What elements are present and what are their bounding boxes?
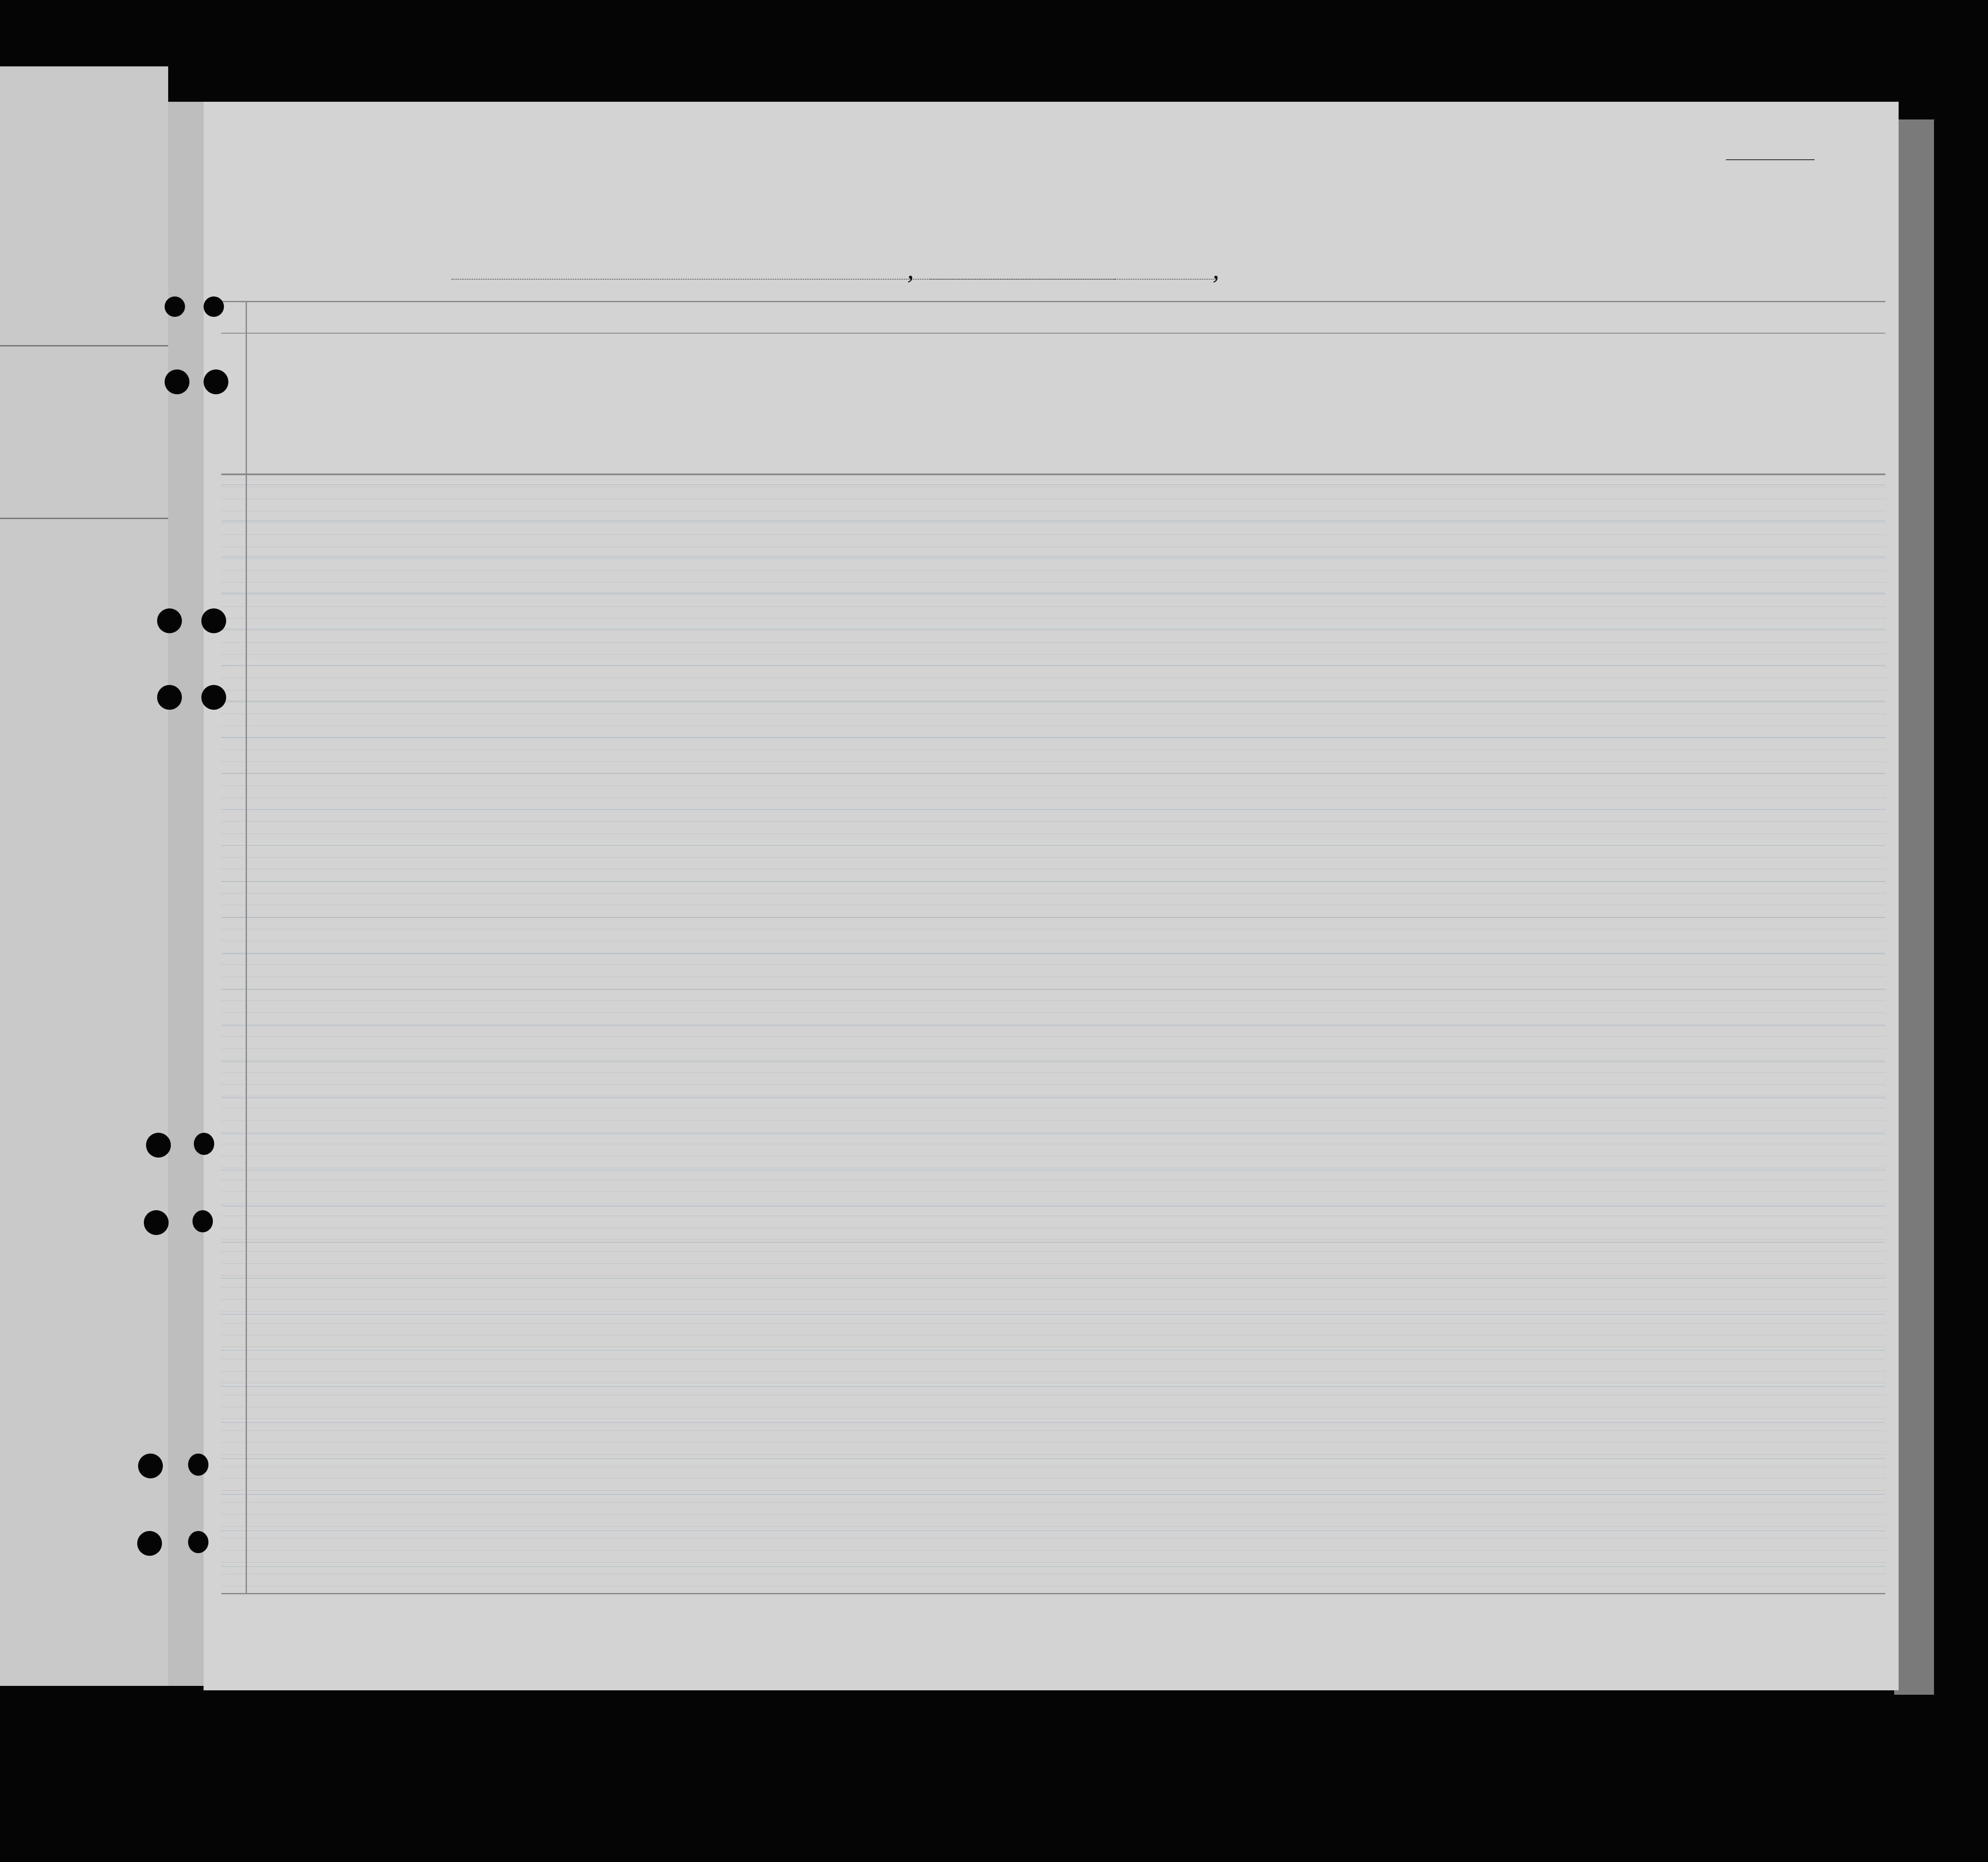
ruled-line (221, 797, 1885, 798)
ruled-line (221, 1538, 1885, 1539)
binding-hole (188, 1531, 208, 1553)
hdr-polygamist (1327, 341, 1341, 553)
ruled-line (221, 606, 1885, 607)
header-rule (221, 473, 1885, 475)
hdr-inches (1619, 420, 1629, 487)
ruled-line (221, 989, 1885, 990)
ruled-line (221, 1251, 1885, 1252)
ruled-line (221, 1566, 1885, 1567)
binding-hole (157, 685, 182, 710)
ruled-line (221, 1458, 1885, 1459)
binding-hole (165, 369, 189, 394)
ruled-line (221, 665, 1885, 666)
hdr-anarchist (1350, 341, 1364, 553)
left-page-fragment (0, 66, 168, 1686)
ruled-line (221, 881, 1885, 882)
binding-hole (201, 685, 226, 710)
ruled-line (221, 1060, 1885, 1061)
ruled-line (221, 1275, 1885, 1276)
ruled-line (221, 1526, 1885, 1527)
hdr-offer-labor (1412, 341, 1443, 553)
hdr-deported (1449, 341, 1478, 553)
ruled-line (221, 1454, 1885, 1455)
ruled-line (221, 1466, 1885, 1467)
ruled-line (221, 630, 1885, 631)
ruled-line (221, 785, 1885, 786)
ruled-line (221, 773, 1885, 774)
binding-hole (137, 1531, 162, 1556)
page-edge (1894, 119, 1934, 1695)
ruled-line (221, 833, 1885, 834)
ruled-line (221, 594, 1885, 595)
hdr-purpose-a (1160, 361, 1193, 555)
hdr-overthrow (1373, 341, 1407, 553)
ruled-line (221, 1311, 1885, 1312)
ruled-line (221, 1012, 1885, 1013)
header-rule (221, 301, 1885, 302)
ruled-line (221, 582, 1885, 583)
hdr-feet (1598, 420, 1607, 487)
ruled-line (221, 1299, 1885, 1300)
binding-hole (146, 1133, 171, 1158)
binding-hole (201, 608, 226, 633)
ruled-line (221, 1024, 1885, 1025)
ruled-line (221, 1478, 1885, 1479)
hdr-fifty-dollars (784, 341, 807, 562)
binding-hole (204, 296, 224, 317)
ruled-line (221, 1239, 1885, 1240)
ruled-line (221, 845, 1885, 846)
ruled-line (221, 1490, 1885, 1491)
ruled-line (221, 558, 1885, 559)
ruled-line (221, 1242, 1885, 1243)
ruled-line (221, 809, 1885, 810)
header-rule (221, 1593, 1885, 1594)
binding-hole (193, 1210, 213, 1232)
ruled-line (221, 857, 1885, 858)
ruled-line (221, 1502, 1885, 1503)
ruled-line (221, 821, 1885, 822)
ruled-line (221, 1314, 1885, 1315)
column-rule (246, 301, 247, 1593)
ruled-line (221, 1422, 1885, 1423)
binding-hole (157, 608, 182, 633)
binding-hole (188, 1454, 208, 1476)
binding-hole (144, 1210, 169, 1235)
header-rule (221, 333, 1885, 334)
ruled-line (221, 917, 1885, 918)
ruled-line (221, 1514, 1885, 1515)
ruled-line (221, 1084, 1885, 1085)
ruled-line (221, 1386, 1885, 1387)
ruled-line (221, 546, 1885, 547)
ruled-line (221, 570, 1885, 571)
manifest-page: , , (204, 102, 1899, 1690)
ruled-line (221, 1494, 1885, 1495)
hdr-ticket (667, 341, 692, 562)
binding-hole (165, 296, 185, 317)
ruled-line (221, 1072, 1885, 1073)
hdr-purpose-c (1250, 361, 1283, 555)
ruled-line (221, 618, 1885, 619)
hdr-purpose-b (1204, 361, 1239, 555)
ruled-line (221, 1287, 1885, 1288)
binding-hole (194, 1133, 214, 1155)
binding-hole (204, 369, 228, 394)
binding-hole (138, 1454, 163, 1478)
ruled-line (221, 1048, 1885, 1049)
ruled-line (221, 1000, 1885, 1001)
ruled-line (221, 1263, 1885, 1264)
ruled-line (221, 1227, 1885, 1228)
hdr-prison (1297, 341, 1319, 553)
ruled-line (221, 1036, 1885, 1037)
